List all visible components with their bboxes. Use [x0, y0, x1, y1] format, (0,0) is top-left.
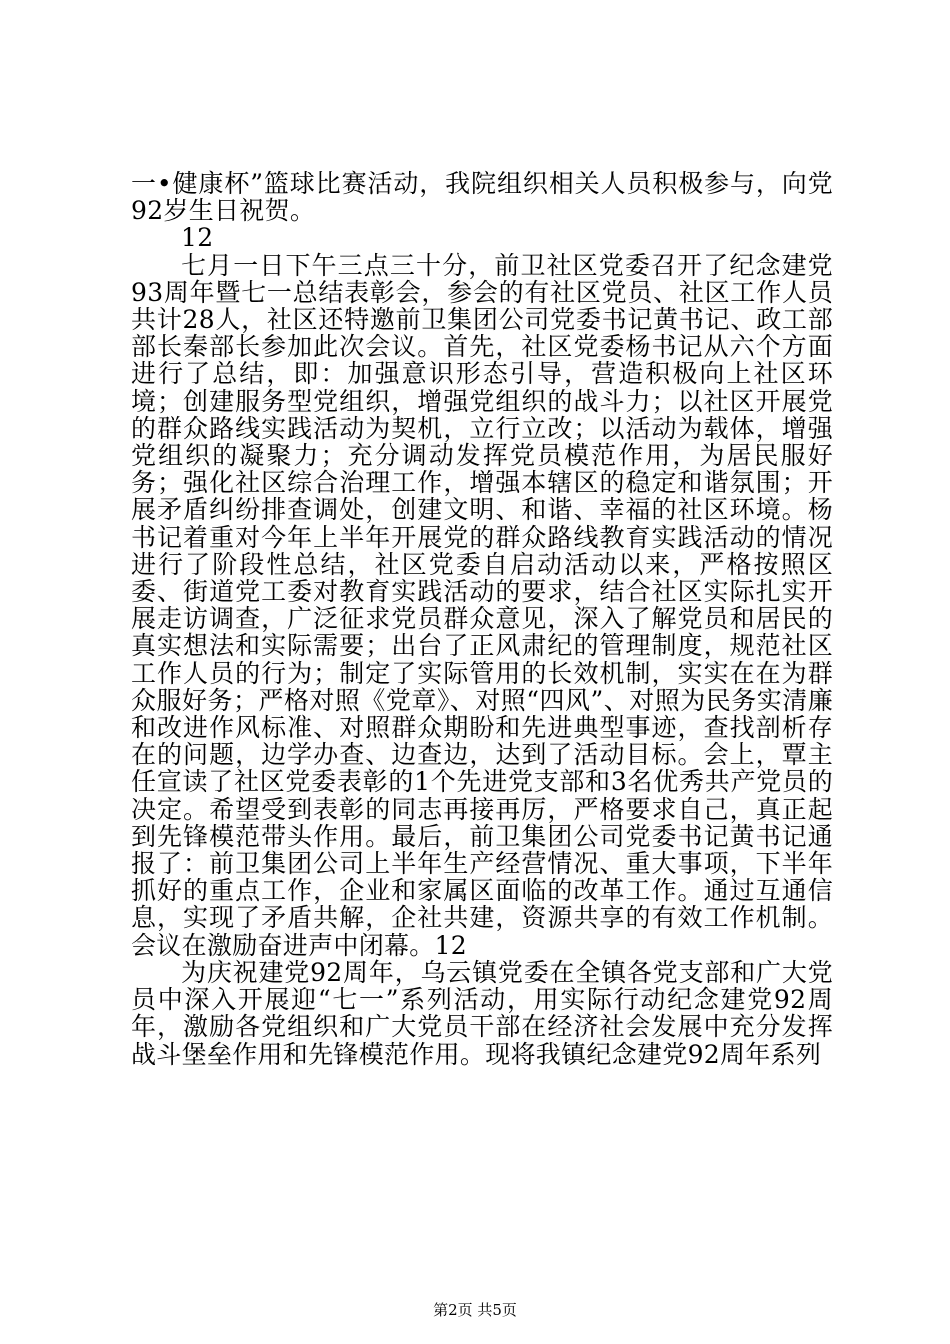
page-footer: 第2页 共5页 — [433, 1301, 517, 1319]
paragraph-number: 12 — [181, 223, 214, 253]
paragraph-activities-intro: 为庆祝建党92周年，乌云镇党委在全镇各党支部和广大党员中深入开展迎“七一”系列活动，用实际行动纪念建党92周年，激励各党组织和广大党员干部在经济社会发展中充分发挥战斗堡垒作用和先锋模范作用。现将我镇纪念建党92周年系列 — [131, 957, 833, 1069]
paragraph-meeting-report: 七月一日下午三点三十分，前卫社区党委召开了纪念建党93周年暨七一总结表彰会，参会的有社区党员、社区工作人员共计28人，社区还特邀前卫集团公司党委书记黄书记、政工部部长秦部长参加此次会议。首先，社区党委杨书记从六个方面进行了总结，即：加强意识形态引导，营造积极向上社区环境；创建服务型党组织，增强党组织的战斗力；以社区开展党的群众路线实践活动为契机，立行立改；以活动为载体，增强党组织的凝聚力；充分调动发挥党员模范作用，为居民服好务；强化社区综合治理工作，增强本辖区的稳定和谐氛围；开展矛盾纠纷排查调处，创建文明、和谐、幸福的社区环境。杨书记着重对今年上半年开展党的群众路线教育实践活动的情况进行了阶段性总结，社区党委自启动活动以来，严格按照区委、街道党工委对教育实践活动的要求，结合社区实际扎实开展走访调查，广泛征求党员群众意见，深入了解党员和居民的真实想法和实际需要；出台了正风肃纪的管理制度，规范社区工作人员的行为；制定了实际管用的长效机制，实实在在为群众服好务；严格对照《党章》、对照“四风”、对照为民务实清廉和改进作风标准、对照群众期盼和先进典型事迹，查找剖析存在的问题，边学办查、边查边，达到了活动目标。会上，覃主任宣读了社区党委表彰的1个先进党支部和3名优秀共产党员的决定。希望受到表彰的同志再接再厉，严格要求自己，真正起到先锋模范带头作用。最后，前卫集团公司党委书记黄书记通报了：前卫集团公司上半年生产经营情况、重大事项，下半年抓好的重点工作，企业和家属区面临的改革工作。通过互通信息，实现了矛盾共解，企社共建，资源共享的有效工作机制。会议在激励奋进声中闭幕。12 — [131, 250, 833, 960]
document-body — [131, 170, 833, 1068]
paragraph-continuation: 一•健康杯”篮球比赛活动，我院组织相关人员积极参与，向党92岁生日祝贺。 — [131, 169, 833, 226]
